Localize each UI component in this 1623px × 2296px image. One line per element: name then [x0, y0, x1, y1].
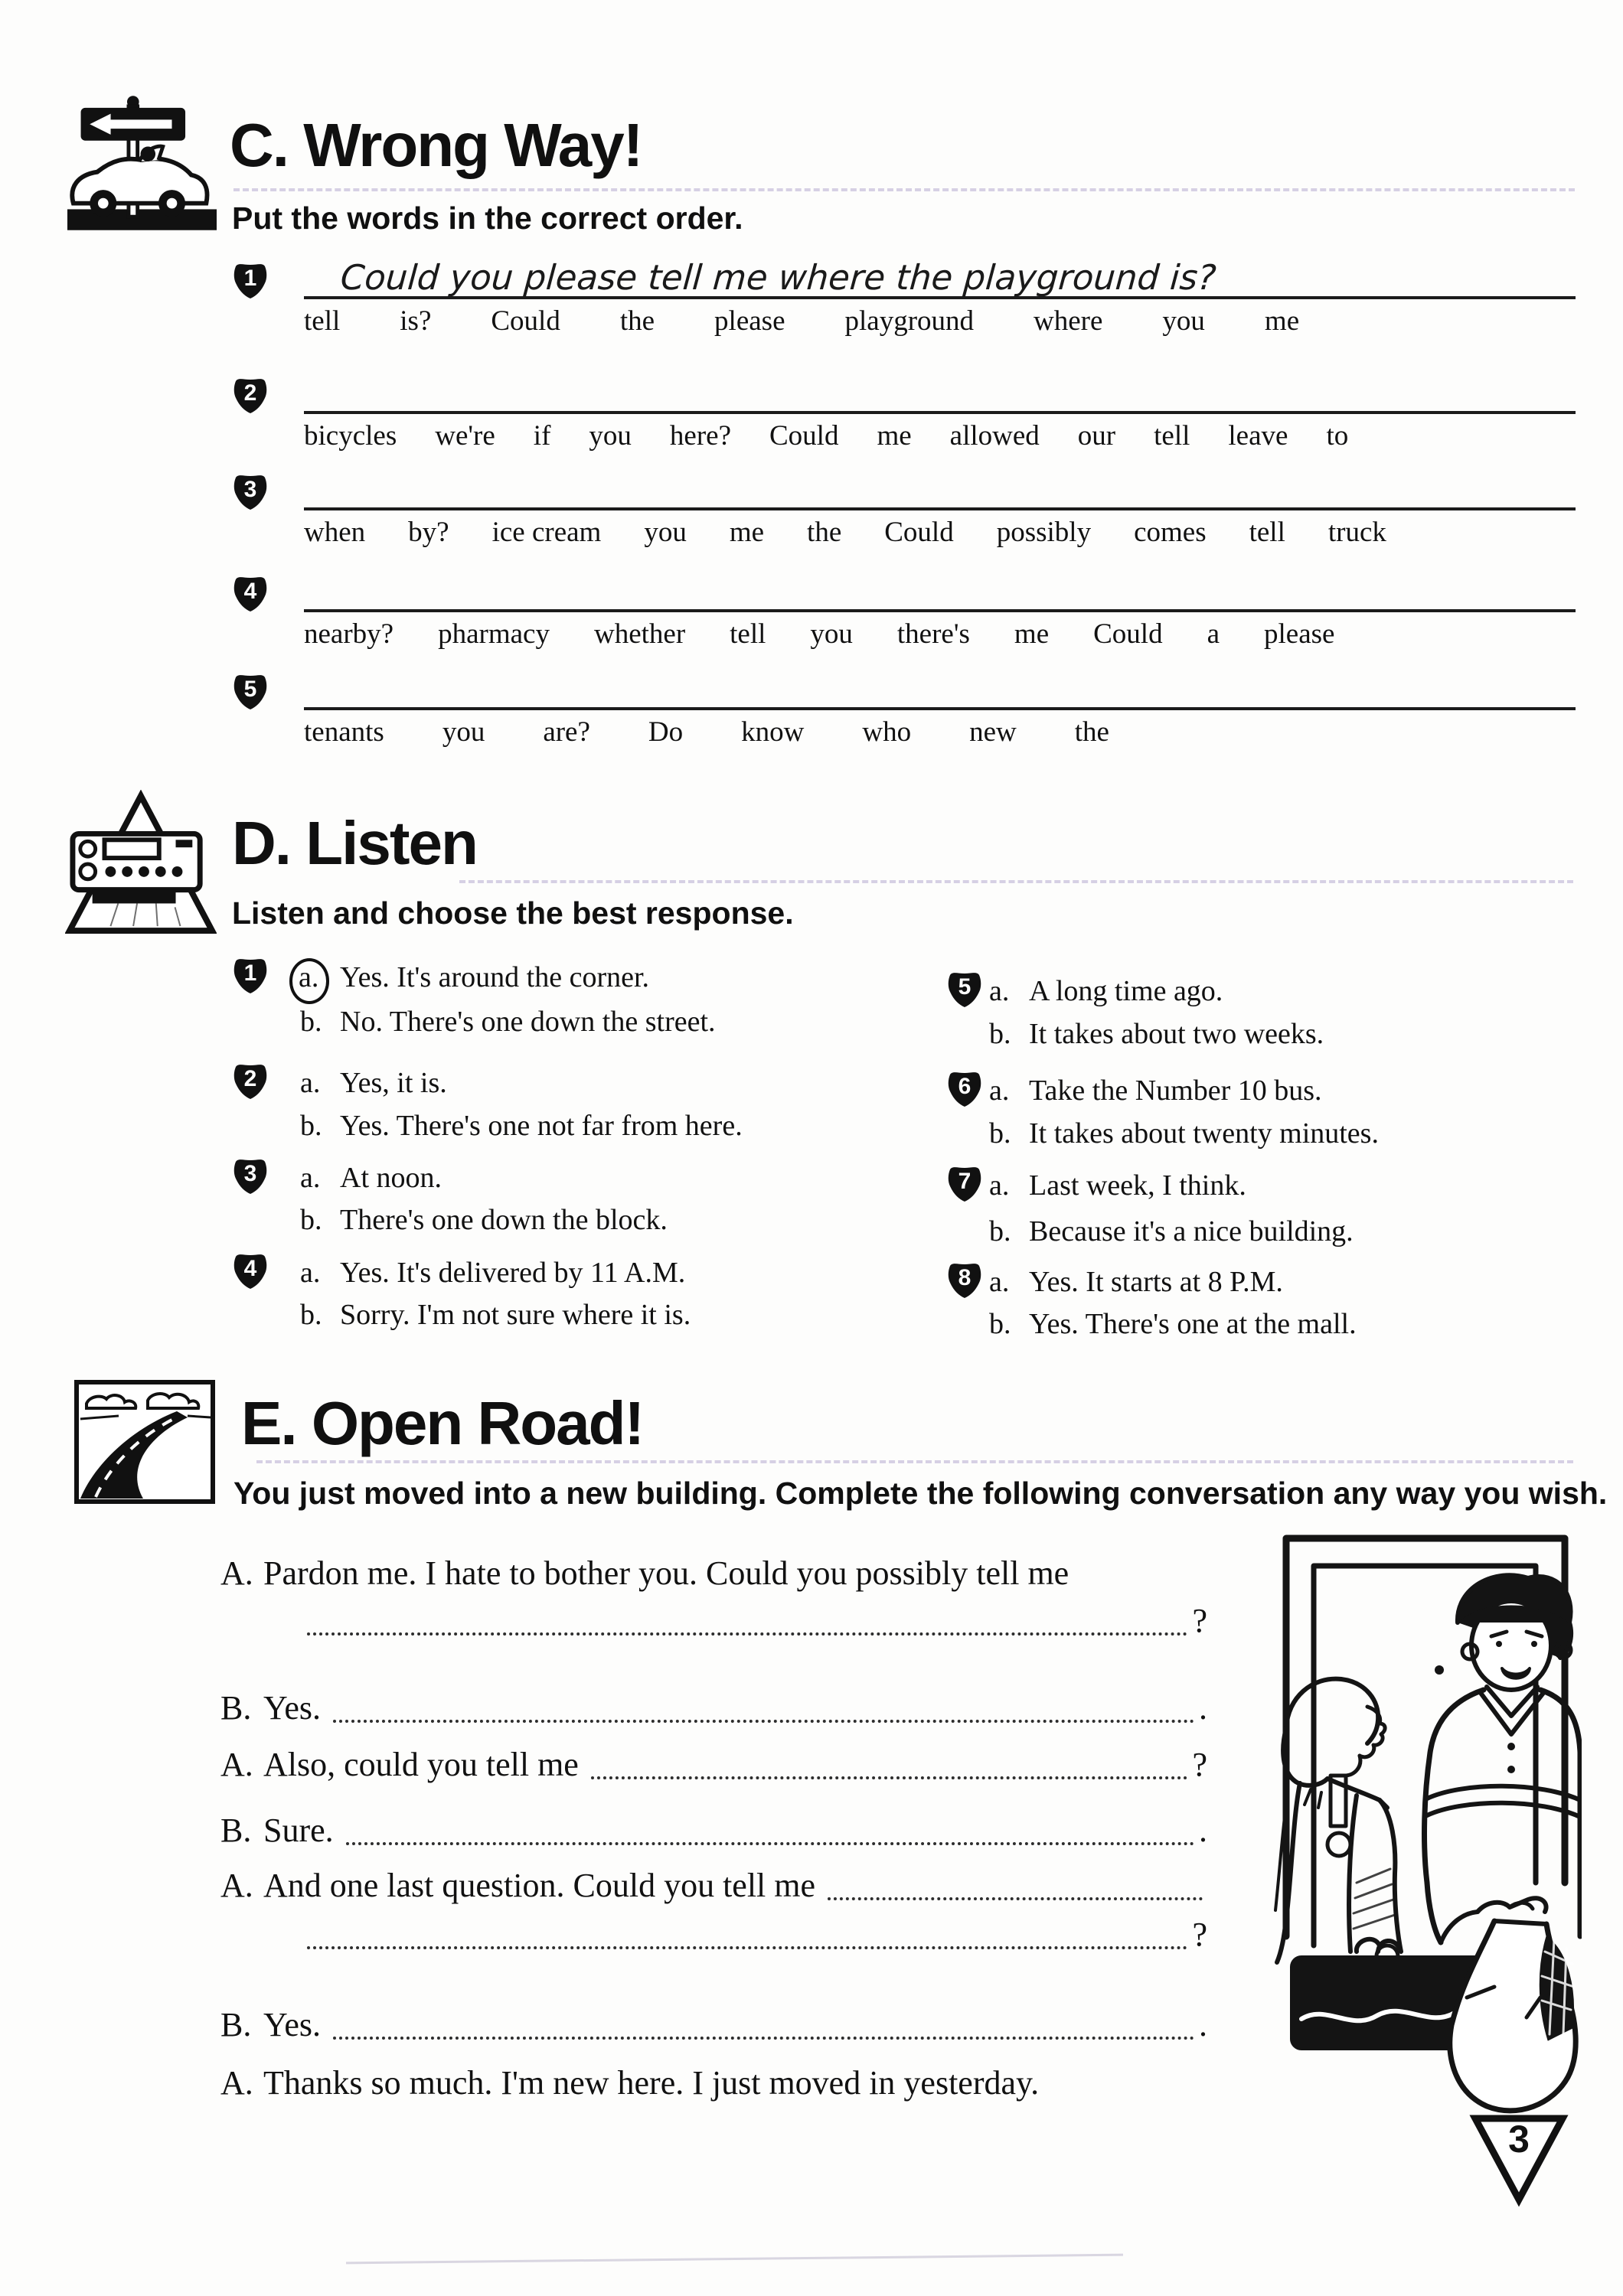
option-b-row: b. There's one down the block.	[300, 1204, 668, 1236]
word-tile: the	[619, 305, 655, 337]
word-tile: when	[304, 517, 366, 548]
word-tile: we're	[435, 420, 495, 452]
item-number-shield: 5	[232, 670, 269, 711]
word-tile: who	[862, 716, 912, 748]
word-tile: tell	[730, 618, 766, 650]
option-a-row: a. Yes, it is.	[300, 1067, 447, 1099]
word-tile: new	[969, 716, 1017, 748]
word-tile: nearby?	[304, 618, 394, 650]
item-number-shield: 3	[232, 470, 269, 511]
option-b-row: b. No. There's one down the street.	[300, 1006, 716, 1038]
item-number-shield: 4	[232, 572, 269, 613]
word-tile: allowed	[949, 420, 1040, 452]
word-bank-row	[304, 419, 1348, 453]
item-number-shield: 3	[232, 1154, 269, 1195]
word-tile: Could	[769, 420, 839, 452]
scan-artifact-line	[346, 2254, 1123, 2265]
item-number-shield: 2	[232, 1059, 269, 1101]
word-tile: there's	[896, 618, 970, 650]
option-a-row: a. At noon.	[300, 1162, 442, 1194]
option-a-row: a. Yes. It starts at 8 P.M.	[989, 1266, 1283, 1298]
item-number-shield: 1	[232, 259, 269, 300]
word-tile: me	[1014, 618, 1050, 650]
word-tile: here?	[669, 420, 731, 452]
fill-in-dotted-line	[828, 1868, 1203, 1900]
word-tile: a	[1207, 618, 1220, 650]
section-d-title: D. Listen	[232, 809, 477, 877]
conversation-line: B. Yes. .	[220, 2006, 1207, 2043]
item-number-shield: 4	[232, 1249, 269, 1290]
fill-in-dotted-line	[333, 2007, 1194, 2040]
fill-in-dotted-line	[333, 1691, 1194, 1723]
word-tile: know	[741, 716, 805, 748]
word-tile: whether	[593, 618, 686, 650]
section-e-title: E. Open Road!	[241, 1389, 644, 1457]
scan-artifact-line	[256, 1460, 1573, 1463]
circled-answer-a: a.	[289, 958, 329, 1004]
word-tile: you	[589, 420, 632, 452]
word-tile: you	[442, 716, 485, 748]
radio-listening-icon	[65, 790, 217, 937]
word-tile: to	[1326, 420, 1349, 452]
word-tile: me	[877, 420, 912, 452]
word-bank-row	[304, 516, 1386, 550]
word-tile: by?	[408, 517, 449, 548]
item-number-shield: 5	[946, 967, 983, 1009]
conversation-blank-line: ?	[295, 1601, 1207, 1642]
answer-blank-line	[304, 465, 1576, 510]
word-tile: the	[807, 517, 842, 548]
word-tile: playground	[844, 305, 975, 337]
fill-in-dotted-line	[307, 1917, 1187, 1949]
word-tile: tell	[304, 305, 341, 337]
option-a-row: a. Take the Number 10 bus.	[989, 1075, 1322, 1107]
scan-artifact-line	[233, 188, 1575, 191]
scan-artifact-line	[459, 880, 1573, 883]
word-tile: Could	[1093, 618, 1163, 650]
option-a-row: a. A long time ago.	[989, 975, 1223, 1007]
page-number-triangle	[1468, 2111, 1569, 2209]
conversation-blank-line: ?	[295, 1915, 1207, 1955]
item-number-shield: 8	[946, 1258, 983, 1300]
word-tile: truck	[1327, 517, 1386, 548]
item-number-shield: 1	[232, 954, 269, 995]
word-bank-row	[304, 305, 1299, 338]
option-b-row: b. It takes about two weeks.	[989, 1018, 1324, 1050]
word-tile: tell	[1249, 517, 1285, 548]
answer-blank-line	[304, 566, 1576, 612]
option-b-row: b. Because it's a nice building.	[989, 1215, 1354, 1247]
word-tile: comes	[1134, 517, 1207, 548]
word-tile: Could	[491, 305, 560, 337]
item-number-shield: 7	[946, 1162, 983, 1203]
fill-in-dotted-line	[307, 1603, 1187, 1636]
conversation-line: A. Thanks so much. I'm new here. I just moved in yesterday.	[220, 2064, 1040, 2102]
page-number: 3	[1508, 2118, 1530, 2161]
word-tile: please	[714, 305, 785, 337]
word-tile: you	[644, 517, 687, 548]
fill-in-dotted-line	[591, 1747, 1188, 1779]
word-tile: bicycles	[304, 420, 397, 452]
section-c-instruction: Put the words in the correct order.	[232, 201, 743, 236]
word-tile: tell	[1154, 420, 1190, 452]
open-road-icon	[73, 1378, 217, 1506]
section-e-instruction: You just moved into a new building. Complete the following conversation any way you wish.	[233, 1476, 1608, 1511]
word-tile: me	[729, 517, 765, 548]
item-number-shield: 2	[232, 373, 269, 415]
option-b-row: b. It takes about twenty minutes.	[989, 1117, 1379, 1150]
handwritten-answer: Could you please tell me where the playground is?	[339, 257, 1218, 298]
option-a-row: a. Yes. It's around the corner.	[300, 961, 649, 1004]
option-b-row: b. Yes. There's one not far from here.	[300, 1110, 743, 1142]
word-tile: you	[810, 618, 853, 650]
answer-blank-line	[304, 253, 1576, 299]
word-tile: you	[1162, 305, 1205, 337]
word-tile: tenants	[304, 716, 384, 748]
section-c-title: C. Wrong Way!	[230, 111, 642, 179]
word-tile: me	[1264, 305, 1300, 337]
word-bank-row	[304, 618, 1334, 651]
item-number-shield: 6	[946, 1067, 983, 1108]
conversation-line: A. Pardon me. I hate to bother you. Could you possibly tell me	[220, 1554, 1069, 1592]
fill-in-dotted-line	[346, 1813, 1194, 1845]
option-a-row: a. Yes. It's delivered by 11 A.M.	[300, 1257, 686, 1289]
word-tile: leave	[1228, 420, 1288, 452]
word-tile: the	[1074, 716, 1109, 748]
option-b-row: b. Yes. There's one at the mall.	[989, 1308, 1357, 1340]
word-tile: pharmacy	[438, 618, 550, 650]
word-tile: Could	[884, 517, 954, 548]
word-bank-row	[304, 716, 1109, 749]
word-tile: possibly	[996, 517, 1092, 548]
word-tile: is?	[400, 305, 432, 337]
word-tile: where	[1034, 305, 1103, 337]
option-b-row: b. Sorry. I'm not sure where it is.	[300, 1299, 691, 1331]
answer-blank-line	[304, 664, 1576, 710]
neighbors-at-door-illustration	[1265, 1523, 1582, 2123]
word-tile: please	[1264, 618, 1335, 650]
conversation-line: B. Yes. .	[220, 1689, 1207, 1727]
word-tile: ice cream	[491, 517, 602, 548]
conversation-line: A. Also, could you tell me ?	[220, 1746, 1207, 1783]
one-way-sign-car-icon	[67, 90, 217, 234]
word-tile: Do	[648, 716, 684, 748]
conversation-line: A. And one last question. Could you tell me	[220, 1866, 1207, 1906]
section-d-instruction: Listen and choose the best response.	[232, 895, 794, 931]
answer-blank-line	[304, 368, 1576, 414]
option-a-row: a. Last week, I think.	[989, 1169, 1246, 1202]
conversation-line: B. Sure. .	[220, 1812, 1207, 1849]
word-tile: our	[1077, 420, 1116, 452]
word-tile: are?	[543, 716, 590, 748]
word-tile: if	[533, 420, 551, 452]
